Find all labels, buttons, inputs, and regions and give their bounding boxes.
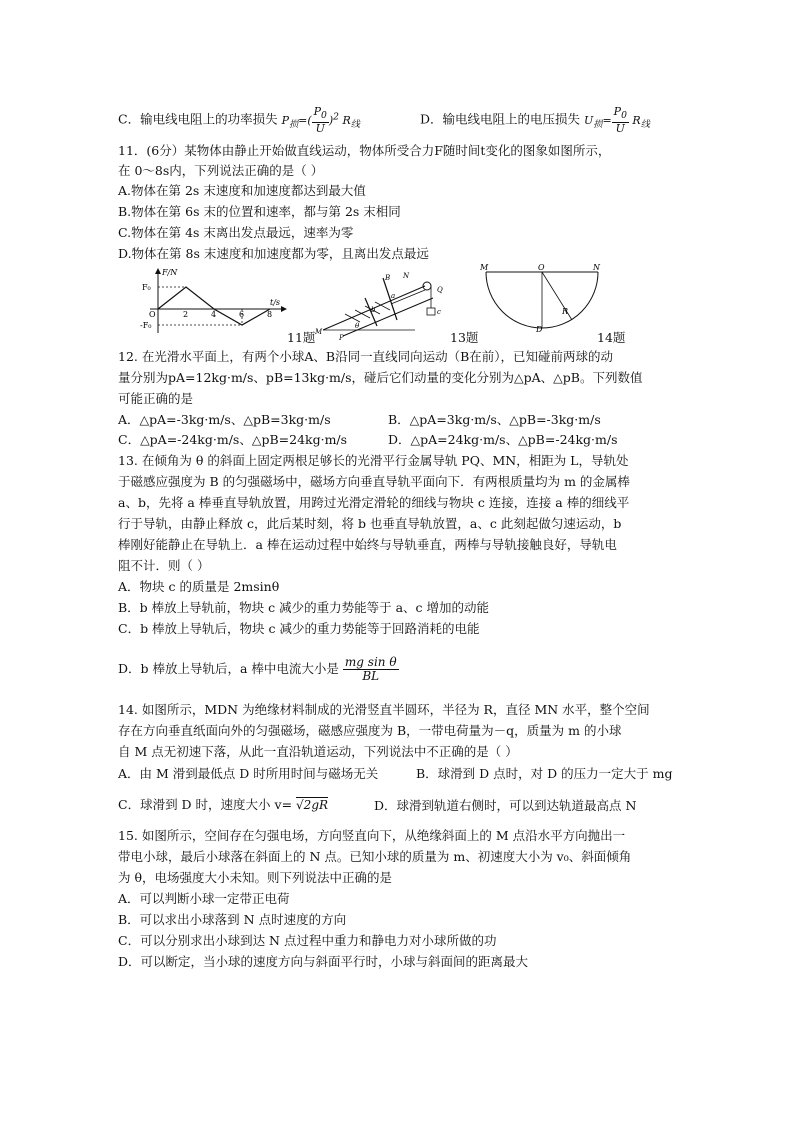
fig11-label-F0: F₀	[142, 283, 151, 292]
figure-11-graph	[140, 265, 290, 335]
fig11-label-6: 6	[239, 310, 245, 319]
q13-option-a: A．物块 c 的质量是 2msinθ	[118, 579, 280, 594]
figure-11-caption: 11题	[287, 330, 316, 345]
figure-14-caption: 14题	[597, 330, 626, 345]
q12-option-c: C．△pA=-24kg·m/s、△pB=24kg·m/s	[118, 432, 348, 447]
figure-13-caption: 13题	[450, 330, 479, 345]
q14-stem-1: 14. 如图所示，MDN 为绝缘材料制成的光滑竖直半圆环，半径为 R，直径 MN 水平，整个空间	[118, 702, 650, 717]
q14-option-c-formula: √2gR	[296, 798, 329, 812]
q10-option-d-text: D．输电线电阻上的电压损失	[420, 111, 581, 127]
q13-stem-1: 13. 在倾角为 θ 的斜面上固定两根足够长的光滑平行金属导轨 PQ、MN，相距为 L，导轨处	[118, 453, 629, 468]
q15-stem-2: 带电小球，最后小球落在斜面上的 N 点。已知小球的质量为 m、初速度大小为 v₀、斜面倾角	[118, 849, 632, 864]
q12-stem-1: 12. 在光滑水平面上，有两个小球A、B沿同一直线同向运动（B在前），已知碰前两球的动	[118, 349, 614, 364]
q14-stem-2: 存在方向垂直纸面向外的匀强磁场，磁感应强度为 B，一带电荷量为－q，质量为 m 的小球	[118, 723, 622, 738]
q15-option-c: C．可以分别求出小球到达 N 点过程中重力和静电力对小球所做的功	[118, 933, 497, 948]
fig14-label-D: D	[536, 325, 543, 332]
fig11-label-F: F/N	[162, 268, 178, 277]
q13-option-c: C．b 棒放上导轨后，物块 c 减少的重力势能等于回路消耗的电能	[118, 621, 480, 636]
fig11-label-t: t/s	[270, 298, 281, 307]
q14-option-c	[118, 794, 328, 816]
fig14-label-R: R	[562, 307, 569, 316]
q13-stem-5: 棒刚好能静止在导轨上．a 棒在运动过程中始终与导轨垂直，两棒与导轨接触良好，导轨电	[118, 537, 617, 552]
fig14-label-N: N	[593, 263, 600, 272]
q13-option-d-formula	[343, 656, 399, 683]
q12-option-d: D．△pA=24kg·m/s、△pB=-24kg·m/s	[388, 432, 618, 447]
fig13-label-c: c	[437, 308, 441, 316]
q14-option-b: B．球滑到 D 点时，对 D 的压力一定大于 mg	[416, 766, 673, 781]
fig13-label-N: N	[403, 272, 410, 280]
fig11-label-4: 4	[211, 310, 217, 319]
fig11-label-2: 2	[183, 310, 189, 319]
q10-option-d	[420, 106, 650, 135]
q11-option-a: A.物体在第 2s 末速度和加速度都达到最大值	[118, 183, 366, 198]
figure-14-semicircle	[478, 262, 608, 332]
q13-stem-2: 于磁感应强度为 B 的匀强磁场中，磁场方向垂直导轨平面向下．有两根质量均为 m 的金属棒	[118, 474, 630, 489]
q13-stem-6: 阻不计．则（ ）	[118, 558, 210, 573]
q13-option-d	[118, 656, 399, 683]
fig11-label-8: 8	[267, 310, 273, 319]
fig11-label-negF0: -F₀	[140, 321, 152, 330]
q15-option-b: B．可以求出小球落到 N 点时速度的方向	[118, 912, 347, 927]
fig14-label-M: M	[480, 263, 489, 272]
q15-stem-1: 15. 如图所示，空间存在匀强电场，方向竖直向下，从绝缘斜面上的 M 点沿水平方向抛出一	[118, 828, 626, 843]
q10-option-c	[118, 106, 360, 135]
q13-option-d-text: D．b 棒放上导轨后，a 棒中电流大小是	[118, 661, 339, 676]
q14-option-a: A．由 M 滑到最低点 D 时所用时间与磁场无关	[118, 766, 379, 781]
q13-formula-denominator: BL	[362, 669, 380, 683]
q14-option-d: D．球滑到轨道右侧时，可以到达轨道最高点 N	[374, 798, 637, 813]
fig13-label-a: a	[391, 292, 396, 300]
fig13-label-Q: Q	[437, 286, 443, 294]
q11-stem-1: 11．(6分）某物体由静止开始做直线运动，物体所受合力F随时间t变化的图象如图所示，	[118, 143, 611, 158]
q13-formula-numerator: mg sin θ	[344, 655, 397, 669]
figure-13-rails	[315, 268, 450, 340]
q10-option-c-formula: $P_损=$( $\frac{P_0}{U}$ )$^2$ $R_线$	[281, 105, 360, 136]
q14-option-c-text: C．球滑到 D 时，速度大小 v=	[118, 797, 293, 812]
q15-option-a: A．可以判断小球一定带正电荷	[118, 891, 290, 906]
q11-option-d: D.物体在第 8s 末速度和加速度都为零，且离出发点最远	[118, 246, 429, 261]
q10-option-d-formula: $U_损=$ $\frac{P_0}{U}$ $R_线$	[584, 105, 650, 136]
q13-stem-3: a、b，先将 a 棒垂直导轨放置，用跨过光滑定滑轮的细线与物块 c 连接，连接 a 棒的细线平	[118, 495, 630, 510]
q12-option-b: B．△pA=3kg·m/s、△pB=-3kg·m/s	[388, 412, 601, 427]
q11-stem-2: 在 0～8s内，下列说法正确的是（ ）	[118, 163, 324, 178]
q15-option-d: D．可以断定，当小球的速度方向与斜面平行时，小球与斜面间的距离最大	[118, 954, 529, 969]
q12-option-a: A．△pA=-3kg·m/s、△pB=3kg·m/s	[118, 412, 331, 427]
fig14-label-O: O	[538, 263, 545, 272]
q13-stem-4: 行于导轨，由静止释放 c，此后某时刻，将 b 也垂直导轨放置，a、c 此刻起做匀速运动，b	[118, 516, 622, 531]
fig13-label-M: M	[315, 328, 323, 336]
q15-stem-3: 为 θ，电场强度大小未知。则下列说法中正确的是	[118, 870, 392, 885]
fig13-label-b: b	[371, 306, 376, 314]
q13-option-b: B．b 棒放上导轨前，物块 c 减少的重力势能等于 a、c 增加的动能	[118, 600, 490, 615]
fig11-label-O: O	[149, 310, 156, 319]
q12-stem-2: 量分别为pA=12kg·m/s、pB=13kg·m/s，碰后它们动量的变化分别为△pA、△pB。下列数值	[118, 370, 643, 385]
fig13-label-P: P	[339, 334, 344, 340]
q12-stem-3: 可能正确的是	[118, 391, 194, 406]
q14-stem-3: 自 M 点无初速下落，从此一直沿轨道运动，下列说法中不正确的是（ ）	[118, 744, 518, 759]
fig13-label-theta: θ	[355, 322, 360, 330]
fig13-label-B: B	[385, 274, 391, 282]
q10-option-c-text: C．输电线电阻上的功率损失	[118, 111, 278, 127]
q11-option-c: C.物体在第 4s 末离出发点最远，速率为零	[118, 225, 354, 240]
q11-option-b: B.物体在第 6s 末的位置和速率，都与第 2s 末相同	[118, 204, 401, 219]
